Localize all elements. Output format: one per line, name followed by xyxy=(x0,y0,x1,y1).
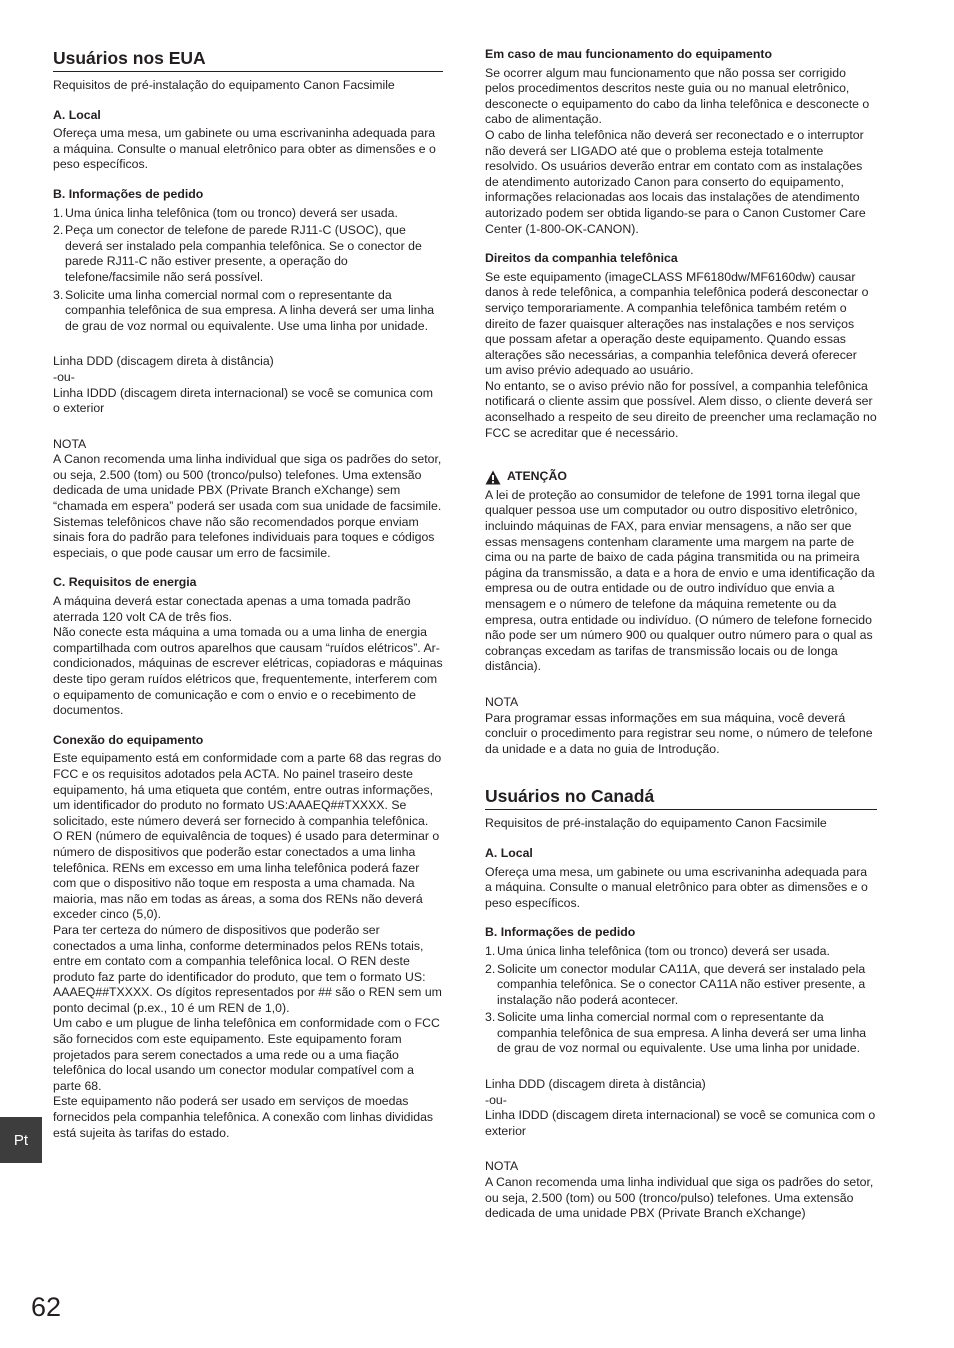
list-item: 2. Solicite um conector modular CA11A, que deverá ser instalado pela companhia telefônica. Se o conector CA11A não estiver presente, a instalação não poderá acontecer. xyxy=(485,961,866,1007)
right-column xyxy=(485,47,877,1222)
iddd-line: Linha IDDD (discagem direta internacional) se você se comunica com o exterior xyxy=(53,385,434,416)
warning-icon xyxy=(485,470,501,485)
list-item: 2. Peça um conector de telefone de parede RJ11-C (USOC), que deverá ser instalado pela companhia telefônica. Se o conector de parede RJ11-C não estiver presente, a operação do telefone/facsimile não será possível. xyxy=(53,223,422,284)
connection-text-5: Este equipamento não poderá ser usado em serviços de moedas fornecidos pela companhia telefônica. A conexão com linhas divididas está sujeita às tarifas do estado. xyxy=(53,1094,434,1140)
list-item: 1. Uma única linha telefônica (tom ou tronco) deverá ser usada. xyxy=(485,943,830,958)
list-item: 3. Solicite uma linha comercial normal com o representante da companhia telefônica de sua empresa. A linha deverá ser uma linha de grau de voz normal ou equivalente. Use uma linha por unidade. xyxy=(485,1010,867,1056)
connection-text-4: Um cabo e um plugue de linha telefônica em conformidade com o FCC são fornecidos com este equipamento. Este equipamento foram projetados para serem conectados a uma rede ou a uma fiação telefônica do local usando um conector modular compatível com a parte 68. xyxy=(53,1016,440,1093)
page-number: 62 xyxy=(31,1292,62,1322)
heading-connection: Conexão do equipamento xyxy=(53,732,204,747)
note-label: NOTA xyxy=(485,694,519,709)
left-column xyxy=(53,47,443,1141)
or-text: -ou- xyxy=(53,369,75,384)
heading-phone-company-rights: Direitos da companhia telefônica xyxy=(485,251,678,266)
heading-power: C. Requisitos de energia xyxy=(53,575,197,590)
iddd-line: Linha IDDD (discagem direta internacional) se você se comunica com o exterior xyxy=(485,1108,876,1138)
warning-text: A lei de proteção ao consumidor de telefone de 1991 torna ilegal que qualquer pessoa use um computador ou outro dispositivo eletrônico, incluindo máquinas de FAX, para enviar mensagens, a não ser que essas mensagens contenham claramente uma margem na parte de cima ou na parte de baixo de cada página transmitida ou na primeira página da transmissão, a data e a hora de envio e uma identificação da empresa ou de outra entidade ou de outro indivíduo que envia a mensagem e o número de telefone da máquina remetente ou da empresa, outra entidade ou indivíduo. (O número de telefone fornecido não pode ser um número 900 ou qualquer outro número para o qual as cobranças excedam as tarifas de transmissão locais ou de longa distância). xyxy=(485,487,875,674)
power-text-1: A máquina deverá estar conectada apenas a uma tomada padrão aterrada 120 volt CA de três fios. xyxy=(53,594,411,624)
malfunction-text-1: Se ocorrer algum mau funcionamento que não possa ser corrigido pelos procedimentos descritos neste guia ou no manual eletrônico, desconecte o equipamento do cabo da linha telefônica e desconecte o cabo de alimentação. xyxy=(485,65,870,127)
or-text: -ou- xyxy=(485,1092,507,1107)
rights-text-2: No entanto, se o aviso prévio não for possível, a companhia telefônica notificará o cliente assim que possível. Alem disso, o cliente deverá ser aconselhado a respeito de seu direito de preencher uma reclamação no FCC se acreditar que é necessário. xyxy=(485,378,877,440)
language-tab: Pt xyxy=(0,1117,42,1163)
canada-intro-text: Requisitos de pré-instalação do equipamento Canon Facsimile xyxy=(485,816,827,831)
local-text: Ofereça uma mesa, um gabinete ou uma escrivaninha adequada para a máquina. Consulte o manual eletrônico para obter as dimensões e o peso específicos. xyxy=(53,126,436,172)
heading-order-info: B. Informações de pedido xyxy=(485,925,636,940)
heading-local: A. Local xyxy=(53,107,101,122)
rights-text-1: Se este equipamento (imageCLASS MF6180dw/MF6160dw) causar danos à rede telefônica, a companhia telefônica poderá desconectar o serviço temporariamente. A companhia telefônica também retém o direito de fazer quaisquer alterações nas instalações e nos serviços que possam afetar a operação deste equipamento. Quando essas alterações são necessárias, a companhia telefônica deverá oferecer um aviso prévio adequado ao usuário. xyxy=(485,269,869,378)
ddd-line: Linha DDD (discagem direta à distância) xyxy=(53,354,274,369)
section-title-usa: Usuários nos EUA xyxy=(53,47,443,72)
note-label: NOTA xyxy=(53,436,87,451)
ddd-line: Linha DDD (discagem direta à distância) xyxy=(485,1077,706,1092)
warning-heading xyxy=(485,469,877,485)
order-info-list xyxy=(53,206,443,335)
connection-text-3: Para ter certeza do número de dispositivos que poderão ser conectados a uma linha, conforme determinados pelos RENs totais, entre em contato com a companhia telefônica local. O REN deste produto faz parte do identificador do produto, que tem o formato US: AAAEQ##TXXXX. Os dígitos representados por ## são o REN sem um ponto decimal (p.ex., 10 é um REN de 1,0). xyxy=(53,922,442,1015)
canada-local-text: Ofereça uma mesa, um gabinete ou uma escrivaninha adequada para a máquina. Consulte o manual eletrônico para obter as dimensões e o peso específicos. xyxy=(485,864,868,910)
connection-text-2: O REN (número de equivalência de toques) é usado para determinar o número de dispositivos que poderão estar conectados a uma linha telefônica. RENs em excesso em uma linha telefônica poderá fazer com que o dispositivo não toque em resposta a uma chamada. Na maioria, mas não em todas as áreas, a soma dos RENs não deverá exceder cinco (5,0). xyxy=(53,829,440,922)
list-item: 1. Uma única linha telefônica (tom ou tronco) deverá ser usada. xyxy=(53,205,398,220)
section-title-canada: Usuários no Canadá xyxy=(485,785,877,810)
note-text: A Canon recomenda uma linha individual que siga os padrões do setor, ou seja, 2.500 (tom) ou 500 (tronco/pulso) telefones. Uma extensão dedicada de uma unidade PBX (Private Branch eXchange) sem “chamada em espera” poderá ser usada com sua unidade de facsimile. Sistemas telefônicos chave não são recomendados porque enviam sinais fora do padrão para telefones individuais para toques e códigos especiais, o que pode causar um erro de facsimile. xyxy=(53,452,442,560)
heading-local: A. Local xyxy=(485,845,533,860)
intro-text: Requisitos de pré-instalação do equipamento Canon Facsimile xyxy=(53,78,395,92)
list-item: 3. Solicite uma linha comercial normal com o representante da companhia telefônica de sua empresa. A linha deverá ser uma linha de grau de voz normal ou equivalente. Use uma linha por unidade. xyxy=(53,287,435,333)
malfunction-text-2: O cabo de linha telefônica não deverá ser reconectado e o interruptor não deverá ser LIGADO até que o problema esteja totalmente resolvido. Os usuários deverão entrar em contato com as instalações de atendimento autorizado Canon para conserto do equipamento, informações relacionadas aos locais das instalações de atendimento autorizado podem ser obtida ligando-se para o Canon Customer Care Center (1-800-OK-CANON). xyxy=(485,127,866,236)
note-label: NOTA xyxy=(485,1159,519,1174)
heading-malfunction: Em caso de mau funcionamento do equipamento xyxy=(485,47,772,61)
warning-label: ATENÇÃO xyxy=(507,469,567,484)
canada-order-info-list xyxy=(485,944,877,1057)
note-text: Para programar essas informações em sua máquina, você deverá concluir o procedimento para registrar seu nome, o número de telefone da unidade e a data no guia de Introdução. xyxy=(485,710,873,756)
power-text-2: Não conecte esta máquina a uma tomada ou a uma linha de energia compartilhada com outros aparelhos que causam “ruídos elétricos”. Ar-condicionados, máquinas de escrever elétricas, copiadoras e máquinas deste tipo geram ruídos elétricos que, frequentemente, interferem com o equipamento de comunicação e com o envio e o recebimento de documentos. xyxy=(53,625,443,718)
note-text: A Canon recomenda uma linha individual que siga os padrões do setor, ou seja, 2.500 (tom) ou 500 (tronco/pulso) telefones. Uma extensão dedicada de uma unidade PBX (Private Branch eXchange) xyxy=(485,1175,874,1221)
connection-text-1: Este equipamento está em conformidade com a parte 68 das regras do FCC e os requisitos adotados pela ACTA. No painel traseiro deste equipamento, há uma etiqueta que contém, entre outras informações, um identificador do produto no formato US:AAAEQ##TXXXX. Se solicitado, este número deverá ser fornecido à companhia telefônica. xyxy=(53,751,442,828)
heading-order-info: B. Informações de pedido xyxy=(53,186,204,201)
